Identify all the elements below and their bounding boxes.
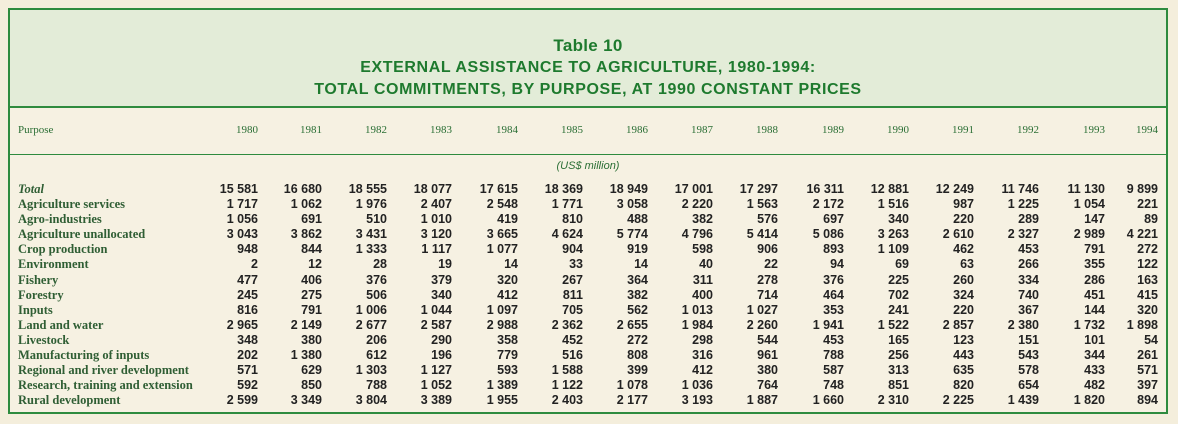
table-cell: 464	[823, 287, 844, 302]
table-cell: 364	[627, 272, 648, 287]
table-cell: 28	[373, 257, 387, 272]
year-header: 1993	[1083, 124, 1105, 136]
year-header: 1988	[756, 124, 778, 136]
table-cell: 17 615	[479, 182, 518, 196]
table-cell: 1 010	[420, 212, 452, 227]
table-cell: 5 086	[812, 227, 844, 242]
table-cell: 1 036	[681, 378, 713, 393]
year-header: 1981	[300, 124, 322, 136]
table-cell: 433	[1084, 363, 1105, 378]
table-cell: 4 796	[681, 227, 713, 242]
table-cell: 740	[1018, 287, 1039, 302]
table-row	[10, 393, 1166, 408]
table-cell: 14	[634, 257, 648, 272]
table-cell: 1 006	[355, 302, 387, 317]
table-cell: 5 774	[616, 227, 648, 242]
table-cell: 571	[1137, 363, 1158, 378]
table-cell: 1 127	[420, 363, 452, 378]
table-cell: 2 149	[290, 317, 322, 332]
table-cell: 2 220	[681, 197, 713, 212]
table-cell: 12 249	[935, 182, 974, 196]
table-cell: 9 899	[1126, 182, 1158, 196]
table-cell: 788	[823, 348, 844, 363]
table-cell: 576	[757, 212, 778, 227]
table-cell: 516	[562, 348, 583, 363]
table-cell: 1 078	[616, 378, 648, 393]
table-cell: 11 130	[1067, 182, 1105, 196]
table-cell: 987	[953, 197, 974, 212]
table-cell: 122	[1137, 257, 1158, 272]
row-label: Agro-industries	[18, 212, 102, 227]
table-cell: 893	[823, 242, 844, 257]
table-cell: 2 610	[942, 227, 974, 242]
table-row	[10, 242, 1166, 257]
title-band	[10, 10, 1166, 108]
year-header: 1986	[626, 124, 648, 136]
table-cell: 443	[953, 348, 974, 363]
table-cell: 2 225	[942, 393, 974, 408]
table-cell: 151	[1018, 332, 1039, 347]
table-cell: 1 027	[746, 302, 778, 317]
table-cell: 316	[692, 348, 713, 363]
table-cell: 451	[1084, 287, 1105, 302]
table-cell: 1 522	[877, 317, 909, 332]
table-cell: 2 380	[1007, 317, 1039, 332]
table-cell: 355	[1084, 257, 1105, 272]
table-cell: 367	[1018, 302, 1039, 317]
table-cell: 2 310	[877, 393, 909, 408]
table-row	[10, 333, 1166, 348]
table-cell: 397	[1137, 378, 1158, 393]
table-cell: 419	[497, 212, 518, 227]
table-cell: 791	[301, 302, 322, 317]
year-header: 1994	[1136, 124, 1158, 136]
table-cell: 289	[1018, 212, 1039, 227]
year-header: 1989	[822, 124, 844, 136]
table-cell: 1 955	[486, 393, 518, 408]
table-cell: 2 327	[1007, 227, 1039, 242]
table-cell: 353	[823, 302, 844, 317]
table-cell: 163	[1137, 272, 1158, 287]
table-cell: 63	[960, 257, 974, 272]
table-cell: 334	[1018, 272, 1039, 287]
table-cell: 2 965	[226, 317, 258, 332]
row-label: Forestry	[18, 287, 64, 302]
row-label: Inputs	[18, 302, 53, 317]
table-cell: 482	[1084, 378, 1105, 393]
table-cell: 452	[562, 332, 583, 347]
table-cell: 412	[497, 287, 518, 302]
table-cell: 510	[366, 212, 387, 227]
table-cell: 3 804	[355, 393, 387, 408]
table-cell: 165	[888, 332, 909, 347]
table-cell: 94	[830, 257, 844, 272]
table-cell: 340	[888, 212, 909, 227]
year-header: 1983	[430, 124, 452, 136]
table-cell: 313	[888, 363, 909, 378]
table-cell: 816	[237, 302, 258, 317]
column-header	[10, 114, 1166, 155]
table-cell: 89	[1144, 212, 1158, 227]
table-cell: 919	[627, 242, 648, 257]
table-cell: 1 389	[486, 378, 518, 393]
table-cell: 320	[1137, 302, 1158, 317]
table-title: EXTERNAL ASSISTANCE TO AGRICULTURE, 1980-1994:	[360, 59, 816, 76]
table-cell: 144	[1084, 302, 1105, 317]
table-cell: 379	[431, 272, 452, 287]
table-cell: 18 949	[609, 182, 648, 196]
table-cell: 241	[888, 302, 909, 317]
table-cell: 15 581	[219, 182, 258, 196]
table-cell: 654	[1018, 378, 1039, 393]
table-body	[10, 182, 1166, 408]
table-row	[10, 288, 1166, 303]
row-label: Environment	[18, 257, 89, 272]
table-cell: 11 746	[1001, 182, 1039, 196]
year-header: 1984	[496, 124, 518, 136]
table-cell: 1 117	[421, 242, 452, 257]
table-cell: 12	[308, 257, 322, 272]
table-cell: 462	[953, 242, 974, 257]
table-cell: 16 680	[283, 182, 322, 196]
table-cell: 380	[757, 363, 778, 378]
table-cell: 412	[692, 363, 713, 378]
table-row	[10, 303, 1166, 318]
table-cell: 593	[497, 363, 518, 378]
table-cell: 702	[888, 287, 909, 302]
table-cell: 2 177	[616, 393, 648, 408]
table-cell: 1 225	[1007, 197, 1039, 212]
table-cell: 1 941	[812, 317, 844, 332]
year-header: 1992	[1017, 124, 1039, 136]
table-cell: 598	[692, 242, 713, 257]
table-cell: 1 122	[551, 378, 583, 393]
table-row	[10, 318, 1166, 333]
year-header: 1982	[365, 124, 387, 136]
row-label: Regional and river development	[18, 363, 189, 378]
table-cell: 2 407	[420, 197, 452, 212]
table-cell: 810	[562, 212, 583, 227]
table-cell: 19	[438, 257, 452, 272]
unit-label: (US$ million)	[556, 160, 620, 172]
table-cell: 811	[562, 287, 583, 302]
table-cell: 14	[504, 257, 518, 272]
table-cell: 245	[237, 287, 258, 302]
table-cell: 3 263	[877, 227, 909, 242]
table-cell: 1 109	[877, 242, 909, 257]
table-cell: 453	[1018, 242, 1039, 257]
table-row	[10, 212, 1166, 227]
table-cell: 506	[366, 287, 387, 302]
table-cell: 543	[1018, 348, 1039, 363]
row-label: Total	[18, 182, 44, 196]
table-cell: 18 077	[413, 182, 452, 196]
table-cell: 400	[692, 287, 713, 302]
table-row	[10, 363, 1166, 378]
table-cell: 278	[757, 272, 778, 287]
table-cell: 101	[1084, 332, 1105, 347]
table-cell: 3 043	[226, 227, 258, 242]
table-cell: 220	[953, 302, 974, 317]
table-cell: 324	[953, 287, 974, 302]
table-cell: 1 898	[1126, 317, 1158, 332]
table-cell: 851	[888, 378, 909, 393]
table-cell: 2 677	[355, 317, 387, 332]
table-cell: 705	[562, 302, 583, 317]
table-cell: 2	[251, 257, 258, 272]
table-cell: 358	[497, 332, 518, 347]
purpose-column-header: Purpose	[18, 124, 54, 136]
table-cell: 1 077	[486, 242, 518, 257]
table-cell: 196	[431, 348, 452, 363]
table-cell: 1 887	[746, 393, 778, 408]
table-cell: 1 052	[420, 378, 452, 393]
table-cell: 2 172	[812, 197, 844, 212]
table-cell: 961	[757, 348, 778, 363]
table-cell: 1 771	[551, 197, 583, 212]
table-cell: 33	[569, 257, 583, 272]
table-cell: 1 563	[746, 197, 778, 212]
table-cell: 2 857	[942, 317, 974, 332]
table-cell: 2 403	[551, 393, 583, 408]
row-label: Research, training and extension	[18, 378, 193, 393]
table-cell: 54	[1144, 332, 1158, 347]
table-cell: 1 062	[290, 197, 322, 212]
table-cell: 571	[237, 363, 258, 378]
table-row	[10, 197, 1166, 212]
table-cell: 22	[764, 257, 778, 272]
table-number: Table 10	[553, 36, 623, 55]
table-cell: 1 056	[226, 212, 258, 227]
table-cell: 2 260	[746, 317, 778, 332]
table-cell: 260	[953, 272, 974, 287]
table-cell: 261	[1137, 348, 1158, 363]
table-cell: 1 516	[877, 197, 909, 212]
table-cell: 1 044	[420, 302, 452, 317]
table-cell: 820	[953, 378, 974, 393]
table-cell: 267	[562, 272, 583, 287]
table-cell: 382	[692, 212, 713, 227]
row-label: Agriculture services	[18, 197, 126, 212]
table-cell: 3 058	[616, 197, 648, 212]
table-cell: 3 193	[681, 393, 713, 408]
table-cell: 2 362	[551, 317, 583, 332]
table-cell: 1 588	[551, 363, 583, 378]
table-cell: 272	[1137, 242, 1158, 257]
table-cell: 3 665	[486, 227, 518, 242]
table-cell: 3 431	[355, 227, 387, 242]
table-cell: 477	[237, 272, 258, 287]
table-cell: 1 820	[1073, 393, 1105, 408]
row-label: Agriculture unallocated	[18, 227, 146, 242]
year-header: 1990	[887, 124, 909, 136]
table-cell: 714	[757, 287, 778, 302]
table-cell: 376	[823, 272, 844, 287]
row-label: Fishery	[18, 272, 59, 287]
table-cell: 1 717	[226, 197, 258, 212]
table-row	[10, 348, 1166, 363]
table-cell: 3 120	[420, 227, 452, 242]
table-cell: 1 976	[355, 197, 387, 212]
table-cell: 906	[757, 242, 778, 257]
table-cell: 592	[237, 378, 258, 393]
table-cell: 272	[627, 332, 648, 347]
table-cell: 3 389	[420, 393, 452, 408]
table-cell: 779	[497, 348, 518, 363]
table-cell: 348	[237, 332, 258, 347]
table-cell: 266	[1018, 257, 1039, 272]
table-cell: 18 555	[348, 182, 387, 196]
table-row	[10, 182, 1166, 197]
table-cell: 629	[301, 363, 322, 378]
table-row	[10, 273, 1166, 288]
row-label: Rural development	[18, 393, 121, 408]
table-cell: 256	[888, 348, 909, 363]
table-cell: 123	[953, 332, 974, 347]
table-cell: 635	[953, 363, 974, 378]
row-label: Crop production	[18, 242, 108, 257]
table-cell: 3 862	[290, 227, 322, 242]
table-cell: 17 001	[674, 182, 713, 196]
table-cell: 406	[301, 272, 322, 287]
year-header: 1991	[952, 124, 974, 136]
table-cell: 1 054	[1073, 197, 1105, 212]
table-cell: 40	[699, 257, 713, 272]
table-cell: 612	[366, 348, 387, 363]
table-cell: 453	[823, 332, 844, 347]
table-row	[10, 378, 1166, 393]
row-label: Livestock	[18, 332, 70, 347]
table-cell: 2 587	[420, 317, 452, 332]
table-cell: 1 984	[681, 317, 713, 332]
row-label: Land and water	[18, 317, 104, 332]
table-cell: 948	[237, 242, 258, 257]
table-cell: 3 349	[290, 393, 322, 408]
table-cell: 1 097	[486, 302, 518, 317]
table-frame	[8, 8, 1168, 414]
table-cell: 1 732	[1073, 317, 1105, 332]
table-cell: 18 369	[544, 182, 583, 196]
table-cell: 290	[431, 332, 452, 347]
table-cell: 2 548	[486, 197, 518, 212]
table-cell: 69	[895, 257, 909, 272]
table-cell: 298	[692, 332, 713, 347]
table-cell: 791	[1084, 242, 1105, 257]
table-cell: 691	[301, 212, 322, 227]
table-cell: 894	[1137, 393, 1158, 408]
table-cell: 380	[301, 332, 322, 347]
table-cell: 147	[1084, 212, 1105, 227]
table-cell: 16 311	[806, 182, 844, 196]
table-cell: 562	[627, 302, 648, 317]
table-cell: 488	[627, 212, 648, 227]
table-cell: 12 881	[870, 182, 909, 196]
table-cell: 17 297	[739, 182, 778, 196]
table-cell: 376	[366, 272, 387, 287]
table-cell: 221	[1137, 197, 1158, 212]
table-cell: 4 221	[1126, 227, 1158, 242]
table-cell: 904	[562, 242, 583, 257]
table-cell: 275	[301, 287, 322, 302]
table-cell: 220	[953, 212, 974, 227]
table-cell: 415	[1137, 287, 1158, 302]
table-cell: 1 303	[355, 363, 387, 378]
table-cell: 578	[1018, 363, 1039, 378]
table-cell: 2 988	[486, 317, 518, 332]
table-cell: 5 414	[746, 227, 778, 242]
year-header: 1980	[236, 124, 258, 136]
table-cell: 748	[823, 378, 844, 393]
table-cell: 202	[237, 348, 258, 363]
table-cell: 1 380	[290, 348, 322, 363]
table-cell: 4 624	[551, 227, 583, 242]
table-cell: 382	[627, 287, 648, 302]
table-cell: 1 660	[812, 393, 844, 408]
table-cell: 2 655	[616, 317, 648, 332]
table-cell: 320	[497, 272, 518, 287]
table-subtitle: TOTAL COMMITMENTS, BY PURPOSE, AT 1990 CONSTANT PRICES	[314, 81, 862, 98]
table-cell: 587	[823, 363, 844, 378]
table-cell: 340	[431, 287, 452, 302]
table-cell: 788	[366, 378, 387, 393]
table-cell: 1 333	[355, 242, 387, 257]
table-cell: 206	[366, 332, 387, 347]
table-cell: 764	[757, 378, 778, 393]
table-cell: 697	[823, 212, 844, 227]
table-row	[10, 257, 1166, 272]
table-cell: 1 013	[681, 302, 713, 317]
table-cell: 399	[627, 363, 648, 378]
table-cell: 286	[1084, 272, 1105, 287]
table-cell: 2 599	[226, 393, 258, 408]
table-cell: 544	[757, 332, 778, 347]
year-header: 1985	[561, 124, 583, 136]
table-cell: 2 989	[1073, 227, 1105, 242]
table-cell: 225	[888, 272, 909, 287]
table-row	[10, 227, 1166, 242]
row-label: Manufacturing of inputs	[18, 348, 150, 363]
table-cell: 344	[1084, 348, 1105, 363]
table-cell: 1 439	[1007, 393, 1039, 408]
year-header: 1987	[691, 124, 713, 136]
table-cell: 850	[301, 378, 322, 393]
table-cell: 808	[627, 348, 648, 363]
table-cell: 844	[301, 242, 322, 257]
table-cell: 311	[692, 272, 713, 287]
